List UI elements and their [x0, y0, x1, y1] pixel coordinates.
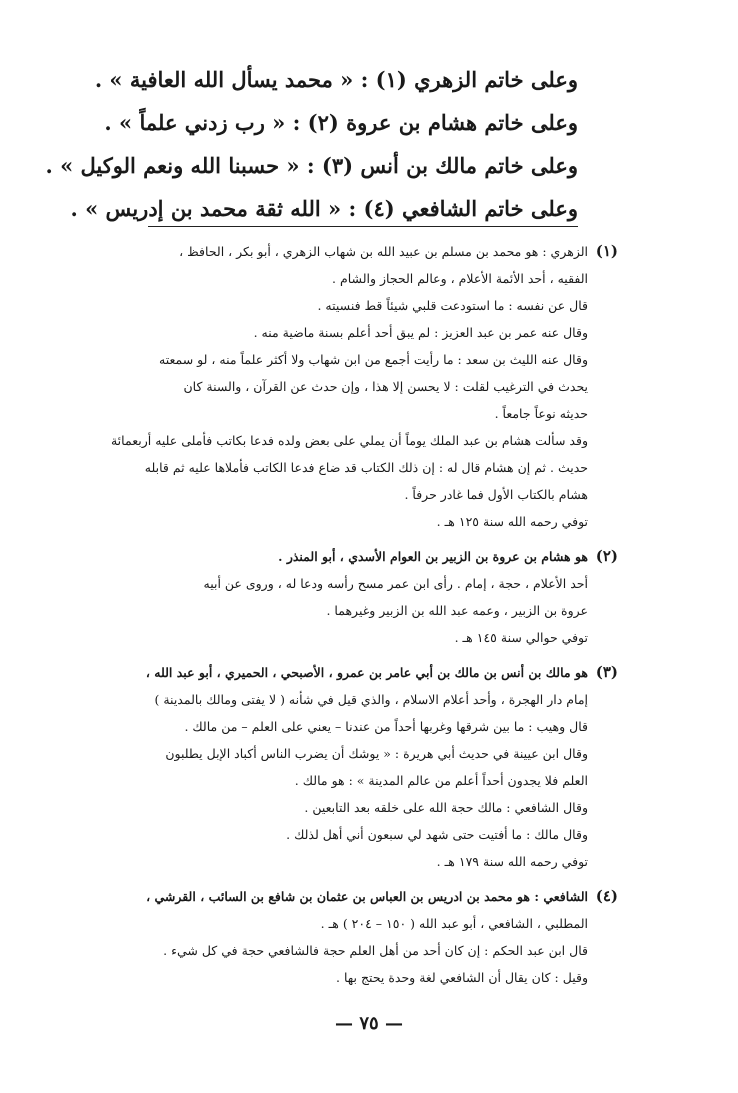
- footnote-number: (٤): [595, 887, 618, 905]
- footnote-line: هو مالك بن أنس بن مالك بن أبي عامر بن عمرو ، الأصبحي ، الحميري ، أبو عبد الله ،: [145, 665, 588, 680]
- footnote-line: إمام دار الهجرة ، وأحد أعلام الاسلام ، والذي قيل في شأنه ( لا يفتى ومالك بالمدينة ): [154, 692, 588, 707]
- footnote-line: المطلبي ، الشافعي ، أبو عبد الله ( ١٥٠ – ٢٠٤ ) هـ .: [320, 916, 588, 931]
- footnote-divider: [148, 226, 578, 227]
- footnote-line: توفي حوالي سنة ١٤٥ هـ .: [454, 630, 588, 645]
- footnote-line: الزهري : هو محمد بن مسلم بن عبيد الله بن شهاب الزهري ، أبو بكر ، الحافظ ،: [179, 244, 588, 259]
- main-line: وعلى خاتم هشام بن عروة (٢) : « رب زدني علماً » .: [104, 110, 578, 135]
- footnote-line: أحد الأعلام ، حجة ، إمام . رأى ابن عمر مسح رأسه ودعا له ، وروى عن أبيه: [203, 576, 588, 591]
- footnote-number: (٣): [595, 663, 618, 681]
- footnote-line: قال وهيب : ما بين شرقها وغربها أحداً من عندنا – يعني على العلم – من مالك .: [184, 719, 588, 734]
- footnote-line: وقال الشافعي : مالك حجة الله على خلقه بعد التابعين .: [304, 800, 588, 815]
- footnote-line: هشام بالكتاب الأول فما غادر حرفاً .: [404, 487, 588, 502]
- footnote-number: (٢): [595, 547, 618, 565]
- footnote-line: توفي رحمه الله سنة ١٢٥ هـ .: [436, 514, 588, 529]
- footnote-line: وقال مالك : ما أفتيت حتى شهد لي سبعون أني أهل لذلك .: [286, 827, 588, 842]
- footnote-number: (١): [595, 242, 618, 260]
- footnote-1: [110, 238, 618, 535]
- footnote-line: يحدث في الترغيب لقلت : لا يحسن إلا هذا ، وإن حدث عن القرآن ، والسنة كان: [183, 379, 588, 394]
- main-line: وعلى خاتم الزهري (١) : « محمد يسأل الله العافية » .: [94, 67, 578, 92]
- footnote-line: وقال عنه عمر بن عبد العزيز : لم يبق أحد أعلم بسنة ماضية منه .: [253, 325, 588, 340]
- footnotes: [110, 238, 618, 999]
- footnote-line: وقال عنه الليث بن سعد : ما رأيت أجمع من ابن شهاب ولا أكثر علماً منه ، لو سمعته: [159, 352, 588, 367]
- main-text: [45, 58, 578, 230]
- footnote-4: [118, 883, 618, 991]
- footnote-line: قال عن نفسه : ما استودعت قلبي شيئاً قط فنسيته .: [317, 298, 588, 313]
- footnote-line: قال ابن عبد الحكم : إن كان أحد من أهل العلم حجة فالشافعي حجة في كل شيء .: [163, 943, 588, 958]
- page-number: — ٧٥ —: [335, 1013, 403, 1034]
- footnote-line: الشافعي : هو محمد بن ادريس بن العباس بن عثمان بن شافع بن السائب ، القرشي ،: [146, 889, 588, 904]
- main-line: وعلى خاتم مالك بن أنس (٣) : « حسبنا الله ونعم الوكيل » .: [45, 153, 578, 178]
- footnote-line: حديث . ثم إن هشام قال له : إن ذلك الكتاب قد ضاع فدعا الكاتب فأملاها عليه ثم قابله: [144, 460, 588, 475]
- footnote-line: توفي رحمه الله سنة ١٧٩ هـ .: [436, 854, 588, 869]
- footnote-3: [118, 659, 618, 875]
- footnote-line: حديثه نوعاً جامعاً .: [494, 406, 588, 421]
- footnote-line: الفقيه ، أحد الأئمة الأعلام ، وعالم الحجاز والشام .: [332, 271, 588, 286]
- footnote-line: وقال ابن عيينة في حديث أبي هريرة : « يوشك أن يضرب الناس أكباد الإبل يطلبون: [165, 746, 588, 761]
- footnote-line: هو هشام بن عروة بن الزبير بن العوام الأسدي ، أبو المنذر .: [278, 549, 588, 564]
- footnote-line: وقيل : كان يقال أن الشافعي لغة وحدة يحتج بها .: [336, 970, 588, 985]
- main-line: وعلى خاتم الشافعي (٤) : « الله ثقة محمد بن إدريس » .: [70, 196, 578, 221]
- footnote-line: العلم فلا يجدون أحداً أعلم من عالم المدينة » : هو مالك .: [294, 773, 588, 788]
- footnote-line: وقد سألت هشام بن عبد الملك يوماً أن يملي على بعض ولده فدعا بكاتب فأملى عليه أربعمائة: [110, 433, 588, 448]
- footnote-2: [118, 543, 618, 651]
- footnote-line: عروة بن الزبير ، وعمه عبد الله بن الزبير وغيرهما .: [326, 603, 588, 618]
